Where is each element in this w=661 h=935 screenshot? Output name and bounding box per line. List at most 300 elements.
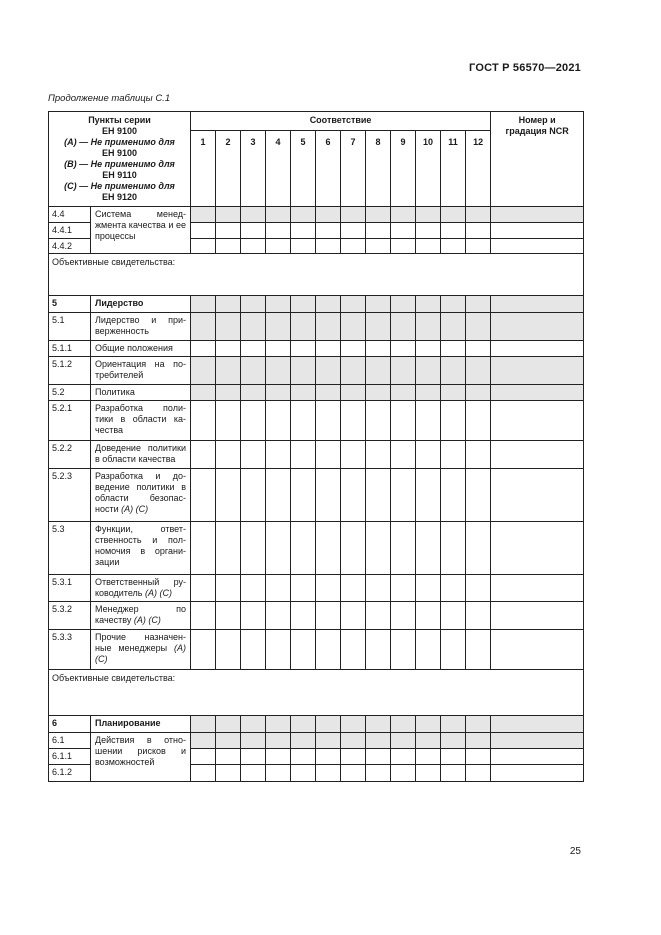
conformity-cell — [441, 469, 466, 522]
col-number: 10 — [416, 131, 441, 207]
conformity-cell — [391, 749, 416, 765]
conformity-cell — [466, 469, 491, 522]
conformity-cell — [391, 716, 416, 733]
conformity-cell — [441, 716, 466, 733]
conformity-cell — [466, 441, 491, 469]
conformity-cell — [341, 239, 366, 254]
conformity-cell — [191, 469, 216, 522]
col-number: 1 — [191, 131, 216, 207]
conformity-cell — [341, 765, 366, 782]
header-note-a-std: ЕН 9100 — [101, 148, 138, 158]
clause-name — [91, 716, 191, 733]
table-row — [49, 441, 584, 469]
clause-name — [91, 401, 191, 441]
conformity-cell — [316, 765, 341, 782]
ncr-cell — [491, 630, 584, 670]
conformity-cell — [241, 385, 266, 401]
clause-name — [91, 313, 191, 341]
conformity-cell — [191, 313, 216, 341]
conformity-cell — [191, 296, 216, 313]
col-number: 6 — [316, 131, 341, 207]
evidence-row — [49, 254, 584, 296]
conformity-cell — [441, 602, 466, 630]
clause-number: 5.3.3 — [49, 630, 91, 670]
clause-name — [91, 207, 191, 254]
conformity-cell — [316, 207, 341, 223]
conformity-cell — [366, 749, 391, 765]
ncr-cell — [491, 602, 584, 630]
conformity-cell — [466, 733, 491, 749]
conformity-cell — [266, 602, 291, 630]
conformity-cell — [341, 223, 366, 239]
header-ncr-line2: градация NCR — [505, 126, 569, 136]
conformity-cell — [266, 469, 291, 522]
table-row — [49, 357, 584, 385]
clause-number: 5.3.1 — [49, 575, 91, 602]
conformity-cell — [341, 401, 366, 441]
conformity-cell — [441, 441, 466, 469]
conformity-cell — [241, 522, 266, 575]
conformity-cell — [441, 401, 466, 441]
conformity-cell — [391, 765, 416, 782]
conformity-cell — [341, 385, 366, 401]
conformity-cell — [266, 765, 291, 782]
table-row — [49, 385, 584, 401]
conformity-cell — [416, 357, 441, 385]
conformity-cell — [366, 401, 391, 441]
applicability-note: (A) (C) — [121, 504, 149, 514]
conformity-cell — [366, 602, 391, 630]
conformity-cell — [441, 575, 466, 602]
clause-name — [91, 296, 191, 313]
conformity-cell — [441, 630, 466, 670]
conformity-cell — [241, 765, 266, 782]
conformity-cell — [466, 357, 491, 385]
conformity-cell — [391, 341, 416, 357]
conformity-cell — [191, 602, 216, 630]
ncr-cell — [491, 207, 584, 223]
clause-number: 5.2.1 — [49, 401, 91, 441]
conformity-cell — [341, 716, 366, 733]
evidence-row — [49, 670, 584, 716]
conformity-cell — [266, 716, 291, 733]
conformity-cell — [291, 385, 316, 401]
conformity-cell — [416, 749, 441, 765]
table-row — [49, 341, 584, 357]
conformity-cell — [216, 357, 241, 385]
conformity-cell — [291, 441, 316, 469]
conformity-cell — [266, 630, 291, 670]
conformity-cell — [416, 313, 441, 341]
conformity-cell — [191, 441, 216, 469]
clause-name — [91, 630, 191, 670]
conformity-cell — [391, 357, 416, 385]
conformity-cell — [316, 357, 341, 385]
conformity-cell — [416, 469, 441, 522]
conformity-cell — [316, 296, 341, 313]
ncr-cell — [491, 313, 584, 341]
conformity-cell — [441, 765, 466, 782]
conformity-cell — [441, 296, 466, 313]
conformity-cell — [466, 602, 491, 630]
header-note-b-std: ЕН 9110 — [102, 170, 137, 180]
conformity-cell — [241, 313, 266, 341]
conformity-cell — [316, 749, 341, 765]
conformity-cell — [341, 207, 366, 223]
clause-number: 5.1.2 — [49, 357, 91, 385]
ncr-cell — [491, 765, 584, 782]
conformity-cell — [266, 522, 291, 575]
conformity-cell — [266, 441, 291, 469]
conformity-cell — [366, 733, 391, 749]
conformity-cell — [416, 733, 441, 749]
header-conformity: Соответствие — [191, 112, 491, 131]
conformity-cell — [266, 575, 291, 602]
conformity-cell — [341, 522, 366, 575]
conformity-cell — [391, 385, 416, 401]
clause-name — [91, 602, 191, 630]
clause-name-text: Прочие назначен-ные менеджеры — [95, 632, 186, 653]
conformity-cell — [266, 341, 291, 357]
conformity-cell — [341, 575, 366, 602]
conformity-cell — [391, 575, 416, 602]
conformity-cell — [266, 385, 291, 401]
conformity-cell — [441, 749, 466, 765]
table-row — [49, 575, 584, 602]
conformity-cell — [291, 296, 316, 313]
conformity-cell — [216, 522, 241, 575]
conformity-cell — [266, 357, 291, 385]
clause-number: 4.4.1 — [49, 223, 91, 239]
clause-name — [91, 341, 191, 357]
clause-name-text: Действия в отно-шении рисков и возможностей — [95, 735, 186, 767]
conformity-cell — [416, 630, 441, 670]
table-row — [49, 602, 584, 630]
col-number: 9 — [391, 131, 416, 207]
conformity-cell — [416, 207, 441, 223]
conformity-cell — [191, 239, 216, 254]
conformity-cell — [391, 401, 416, 441]
clause-name — [91, 522, 191, 575]
conformity-cell — [191, 630, 216, 670]
clause-name — [91, 385, 191, 401]
conformity-cell — [416, 522, 441, 575]
col-number: 4 — [266, 131, 291, 207]
clause-number: 4.4 — [49, 207, 91, 223]
conformity-cell — [291, 341, 316, 357]
col-number: 12 — [466, 131, 491, 207]
conformity-cell — [366, 630, 391, 670]
conformity-cell — [316, 385, 341, 401]
conformity-cell — [466, 313, 491, 341]
conformity-cell — [416, 223, 441, 239]
conformity-cell — [391, 313, 416, 341]
table-row — [49, 630, 584, 670]
conformity-cell — [241, 401, 266, 441]
conformity-cell — [366, 765, 391, 782]
conformity-cell — [191, 765, 216, 782]
conformity-cell — [466, 749, 491, 765]
clause-number: 5.2.2 — [49, 441, 91, 469]
conformity-cell — [316, 401, 341, 441]
conformity-cell — [191, 716, 216, 733]
col-number: 5 — [291, 131, 316, 207]
clause-number: 6.1.2 — [49, 765, 91, 782]
conformity-cell — [241, 357, 266, 385]
conformity-cell — [291, 602, 316, 630]
clause-number: 6 — [49, 716, 91, 733]
conformity-cell — [216, 630, 241, 670]
clause-number: 6.1 — [49, 733, 91, 749]
conformity-cell — [216, 341, 241, 357]
conformity-cell — [466, 239, 491, 254]
conformity-cell — [266, 313, 291, 341]
conformity-cell — [416, 441, 441, 469]
conformity-cell — [216, 207, 241, 223]
clause-name-text: Функции, ответ-ственность и пол-номочия в органи-зации — [95, 524, 186, 567]
conformity-cell — [341, 313, 366, 341]
conformity-cell — [366, 357, 391, 385]
conformity-cell — [216, 223, 241, 239]
conformity-cell — [291, 401, 316, 441]
conformity-cell — [441, 357, 466, 385]
conformity-cell — [216, 401, 241, 441]
ncr-cell — [491, 469, 584, 522]
ncr-cell — [491, 749, 584, 765]
conformity-cell — [416, 575, 441, 602]
conformity-cell — [416, 341, 441, 357]
conformity-cell — [266, 749, 291, 765]
conformity-cell — [391, 239, 416, 254]
header-note-c: (C) — Не применимо для — [64, 181, 175, 191]
conformity-cell — [266, 223, 291, 239]
conformity-cell — [316, 441, 341, 469]
conformity-cell — [366, 716, 391, 733]
conformity-cell — [241, 341, 266, 357]
ncr-cell — [491, 385, 584, 401]
clause-name-text: Система менед-жмента качества и ее процессы — [95, 209, 186, 241]
conformity-cell — [216, 469, 241, 522]
clause-number: 5.3.2 — [49, 602, 91, 630]
conformity-cell — [466, 716, 491, 733]
conformity-cell — [441, 313, 466, 341]
clause-name-text: Лидерство и при-верженность — [95, 315, 186, 336]
conformity-cell — [466, 341, 491, 357]
clause-number: 5.3 — [49, 522, 91, 575]
conformity-cell — [416, 716, 441, 733]
conformity-cell — [241, 239, 266, 254]
header-note-a: (A) — Не применимо для — [64, 137, 175, 147]
clause-name-text: Менеджер по качеству — [95, 604, 186, 625]
conformity-cell — [216, 765, 241, 782]
header-points-line2: ЕН 9100 — [101, 126, 138, 136]
conformity-cell — [216, 733, 241, 749]
conformity-cell — [241, 223, 266, 239]
conformity-cell — [216, 441, 241, 469]
conformity-cell — [466, 207, 491, 223]
conformity-cell — [366, 522, 391, 575]
conformity-cell — [366, 207, 391, 223]
conformity-cell — [291, 207, 316, 223]
conformity-cell — [216, 716, 241, 733]
conformity-cell — [441, 239, 466, 254]
clause-number: 5.1 — [49, 313, 91, 341]
conformity-cell — [291, 522, 316, 575]
conformity-cell — [466, 401, 491, 441]
conformity-cell — [241, 749, 266, 765]
table-row — [49, 522, 584, 575]
clause-number: 5.1.1 — [49, 341, 91, 357]
conformity-cell — [416, 401, 441, 441]
conformity-cell — [341, 441, 366, 469]
clause-name-text: Лидерство — [95, 298, 144, 308]
conformity-cell — [366, 296, 391, 313]
conformity-cell — [216, 602, 241, 630]
conformity-cell — [291, 223, 316, 239]
conformity-cell — [316, 733, 341, 749]
conformity-cell — [216, 749, 241, 765]
conformity-cell — [341, 602, 366, 630]
conformity-cell — [366, 239, 391, 254]
conformity-cell — [366, 441, 391, 469]
conformity-cell — [341, 630, 366, 670]
conformity-cell — [216, 239, 241, 254]
evidence-label: Объективные свидетельства: — [49, 254, 584, 296]
ncr-cell — [491, 441, 584, 469]
conformity-cell — [241, 296, 266, 313]
ncr-cell — [491, 223, 584, 239]
conformity-cell — [241, 630, 266, 670]
document-code: ГОСТ Р 56570—2021 — [469, 62, 581, 74]
conformity-cell — [391, 296, 416, 313]
conformity-cell — [241, 716, 266, 733]
conformity-cell — [216, 385, 241, 401]
clause-number: 6.1.1 — [49, 749, 91, 765]
clause-name-text: Разработка поли-тики в области ка-чества — [95, 403, 186, 435]
conformity-cell — [191, 357, 216, 385]
conformity-cell — [216, 296, 241, 313]
conformity-cell — [441, 385, 466, 401]
conformity-cell — [441, 341, 466, 357]
header-note-c-std: ЕН 9120 — [101, 192, 138, 202]
conformity-cell — [466, 223, 491, 239]
applicability-note: (A) (C) — [133, 615, 161, 625]
conformity-cell — [366, 341, 391, 357]
evidence-label: Объективные свидетельства: — [49, 670, 584, 716]
header-note-b: (B) — Не применимо для — [64, 159, 175, 169]
conformity-cell — [316, 522, 341, 575]
ncr-cell — [491, 357, 584, 385]
col-number: 2 — [216, 131, 241, 207]
header-ncr — [491, 112, 584, 207]
clause-name — [91, 357, 191, 385]
conformity-cell — [466, 296, 491, 313]
conformity-cell — [316, 239, 341, 254]
conformity-cell — [266, 239, 291, 254]
clause-name-text: Ответственный ру-ководитель — [95, 577, 186, 598]
conformity-cell — [466, 630, 491, 670]
conformity-cell — [416, 239, 441, 254]
col-number: 11 — [441, 131, 466, 207]
conformity-cell — [241, 441, 266, 469]
conformity-cell — [191, 223, 216, 239]
conformity-cell — [291, 716, 316, 733]
conformity-cell — [291, 630, 316, 670]
table-row — [49, 469, 584, 522]
conformity-cell — [391, 733, 416, 749]
conformity-cell — [341, 469, 366, 522]
table-row — [49, 296, 584, 313]
col-number: 3 — [241, 131, 266, 207]
clause-name-text: Ориентация на по-требителей — [95, 359, 186, 380]
ncr-cell — [491, 575, 584, 602]
conformity-cell — [316, 716, 341, 733]
conformity-cell — [191, 575, 216, 602]
table-row — [49, 207, 584, 223]
conformity-cell — [366, 469, 391, 522]
table-row — [49, 401, 584, 441]
conformity-cell — [291, 239, 316, 254]
applicability-note: (A) (C) — [145, 588, 172, 598]
table-row — [49, 313, 584, 341]
conformity-cell — [391, 223, 416, 239]
conformity-cell — [291, 765, 316, 782]
conformity-cell — [191, 341, 216, 357]
table-row — [49, 716, 584, 733]
clause-name-text: Общие положения — [95, 343, 173, 353]
conformity-cell — [266, 296, 291, 313]
header-points — [49, 112, 191, 207]
conformity-cell — [341, 296, 366, 313]
clause-name-text: Разработка и до-ведение политики в области безопас-ности — [95, 471, 186, 514]
conformity-cell — [291, 733, 316, 749]
conformity-cell — [466, 575, 491, 602]
clause-number: 5.2 — [49, 385, 91, 401]
table-continuation-caption: Продолжение таблицы С.1 — [48, 93, 171, 104]
conformity-cell — [191, 522, 216, 575]
conformity-cell — [241, 575, 266, 602]
conformity-cell — [391, 207, 416, 223]
conformity-cell — [241, 602, 266, 630]
conformity-cell — [241, 207, 266, 223]
conformity-cell — [191, 401, 216, 441]
conformity-cell — [316, 223, 341, 239]
conformity-cell — [316, 630, 341, 670]
clause-name — [91, 575, 191, 602]
conformity-cell — [391, 522, 416, 575]
header-points-line1: Пункты серии — [88, 115, 151, 125]
conformity-cell — [266, 207, 291, 223]
conformity-cell — [441, 733, 466, 749]
conformity-cell — [191, 385, 216, 401]
clause-name — [91, 733, 191, 782]
clause-name — [91, 441, 191, 469]
conformity-cell — [266, 401, 291, 441]
applicability-note: (A) (C) — [95, 643, 186, 664]
col-number: 7 — [341, 131, 366, 207]
ncr-cell — [491, 296, 584, 313]
conformity-cell — [291, 575, 316, 602]
col-number: 8 — [366, 131, 391, 207]
conformity-cell — [291, 749, 316, 765]
conformity-cell — [241, 733, 266, 749]
conformity-cell — [291, 469, 316, 522]
conformity-cell — [466, 522, 491, 575]
ncr-cell — [491, 239, 584, 254]
page-number: 25 — [569, 846, 581, 857]
conformity-cell — [341, 749, 366, 765]
clause-number: 4.4.2 — [49, 239, 91, 254]
